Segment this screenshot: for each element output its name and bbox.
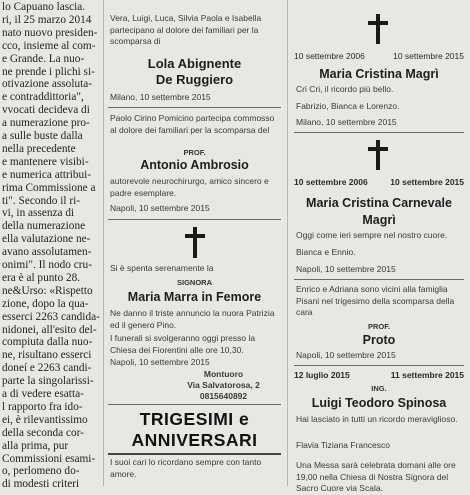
article-text-line: e Grande. La nuo- [2,52,85,65]
deceased-name: Antonio Ambrosio [140,158,249,172]
date-left: 10 settembre 2006 [294,51,365,61]
article-text-line: rima Commissione a [2,181,96,194]
notice-divider [108,453,281,455]
place-date: Napoli, 10 settembre 2015 [110,357,210,367]
funeral-agency-name: Montuoro [203,369,244,379]
notice-text: Enrico e Adriana sono vicini alla famiglia Pisani nel trigesimo della scomparsa della cara [296,284,455,317]
cross-icon [368,14,388,44]
place-date: Napoli, 10 settembre 2015 [110,203,210,213]
deceased-name: Maria Marra in Femore [127,290,262,304]
article-text-line: a numerazione pro- [2,117,90,130]
signers: Bianca e Ennio. [296,247,356,257]
deceased-name: Proto [362,333,396,347]
deceased-name: Lola Abignente [147,56,242,71]
date-right: 10 settembre 2015 [393,51,464,61]
article-text-line: ne&Urso: «Rispetto [2,284,93,297]
section-heading: ANNIVERSARI [131,430,258,450]
article-text-line: parte la singolarissi- [2,375,94,388]
column-divider [103,0,104,486]
article-text-line: esserci 2263 candida- [2,310,100,323]
article-text-line: alla prima, pur [2,439,69,452]
honorific-title: SIGNORA [176,278,212,287]
notice-divider [294,365,464,366]
date-left: 12 luglio 2015 [294,370,350,380]
article-text-line: ei, è rilevantissimo [2,413,88,426]
funeral-agency-address: Via Salvatorosa, 2 [187,380,260,390]
article-text-line: avano assolutamen- [2,246,92,259]
article-text-line: doneí e 2263 candi- [2,362,92,375]
notice-divider [108,107,281,108]
obituary-column-right [292,0,466,493]
article-text-line: nidonei, all'esito del- [2,323,97,336]
notice-text: Cri Cri, il ricordo più bello. [296,84,394,94]
deceased-name: De Ruggiero [155,72,234,87]
article-text-line: ne, risultano esserci [2,349,92,362]
article-text-line: nella precedente [2,142,76,155]
deceased-name: Luigi Teodoro Spinosa [311,396,447,410]
section-heading: TRIGESIMI e [139,409,250,429]
deceased-name: Magrì [362,213,396,227]
article-column [0,0,101,491]
date-row [294,177,464,187]
honorific-title: PROF. [183,148,206,157]
notice-text: Paolo Cirino Pomicino partecipa commosso al dolore dei familiari per la scomparsa del [110,113,275,135]
funeral-agency-phone: 0815640892 [199,391,248,401]
column-divider [287,0,288,486]
article-text-line: era è al punto 28. [2,271,81,284]
article-text-line: ne prende i plichi si- [2,65,95,78]
notice-text: I funerali si svolgeranno oggi presso la Chiesa dei Fiorentini alle ore 10,30. [110,333,256,355]
article-text-line: a di vedere esatta- [2,388,84,400]
deceased-name: Maria Cristina Carnevale [306,196,452,210]
article-text-line: ella valutazione ne- [2,233,91,246]
article-text-line: ri, il 25 marzo 2014 [2,13,92,26]
article-text-line: zione, dopo la qua- [2,297,89,310]
date-right: 11 settembre 2015 [390,370,464,380]
notice-divider [294,279,464,280]
obituary-column-middle [106,0,283,486]
article-text-line: della seconda cor- [2,426,84,439]
article-text-line: otivazione assoluta- [2,78,93,91]
honorific-title: ING. [371,384,387,393]
article-text-line: a sulle buste dalla [2,130,83,142]
date-right: 10 settembre 2015 [390,177,464,187]
place-date: Napoli, 10 settembre 2015 [296,264,396,274]
cross-icon [185,227,205,258]
article-text-line: o, perlomeno do- [2,465,80,478]
article-text-line: della numerazione [2,220,86,233]
notice-text: Hai lasciato in tutti un ricordo meraviglioso. [296,414,458,424]
date-left: 10 settembre 2006 [294,177,368,187]
article-text-line: e contraddittoria", [2,91,84,104]
signers: Fabrizio, Bianca e Lorenzo. [296,101,400,111]
place-date: Milano, 10 settembre 2015 [110,92,211,102]
place-date: Milano, 10 settembre 2015 [296,117,397,127]
place-date: Napoli, 10 settembre 2015 [296,350,396,360]
article-text-line: e mantenere visibi- [2,155,89,168]
notice-divider [108,219,281,220]
date-row [294,51,464,61]
honorific-title: PROF. [367,322,391,331]
article-text-line: lo Capuano lascia. [2,1,86,13]
article-text-line: e numerica attribui- [2,168,92,181]
deceased-name: Maria Cristina Magrì [319,67,439,81]
notice-text: I suoi cari lo ricordano sempre con tanto amore. [110,457,262,479]
notice-divider [294,132,464,133]
article-text-line: nato nuovo presiden- [2,26,98,39]
notice-text: Vera, Luigi, Luca, Silvia Paola e Isabella partecipano al dolore dei familiari per la scomparsa di [110,13,262,46]
article-text-line: l rapporto fra ido- [2,400,83,413]
article-text-line: Commissioni esami- [2,452,96,465]
notice-text: Una Messa sarà celebrata domani alle ore 19,00 nella Chiesa di Nostra Signora del Sacro Cuore via Scala. [296,460,456,493]
article-text-line: di modesti criteri [2,478,80,491]
article-text-line: compiuta dalla nuo- [2,336,93,349]
article-text-line: cco, insieme al com- [2,39,96,52]
notice-text: Oggi come ieri sempre nel nostro cuore. [296,230,448,240]
notice-divider [108,404,281,405]
notice-text: autorevole neurochirurgo, amico sincero e padre esemplare. [110,176,269,198]
date-row [294,370,464,380]
article-text-line: onimi". Il nodo cru- [2,259,92,271]
cross-icon [368,140,388,170]
signers: Flavia Tiziana Francesco [296,440,391,450]
article-text-line: vi, in assenza di [2,207,75,220]
notice-text: Si è spenta serenamente la [110,263,214,273]
article-text-line: ti". Secondo il ri- [2,194,81,207]
article-text-line: vvocati decideva di [2,104,90,117]
notice-text: Ne danno il triste annuncio la nuora Patrizia ed il genero Pino. [110,308,275,330]
